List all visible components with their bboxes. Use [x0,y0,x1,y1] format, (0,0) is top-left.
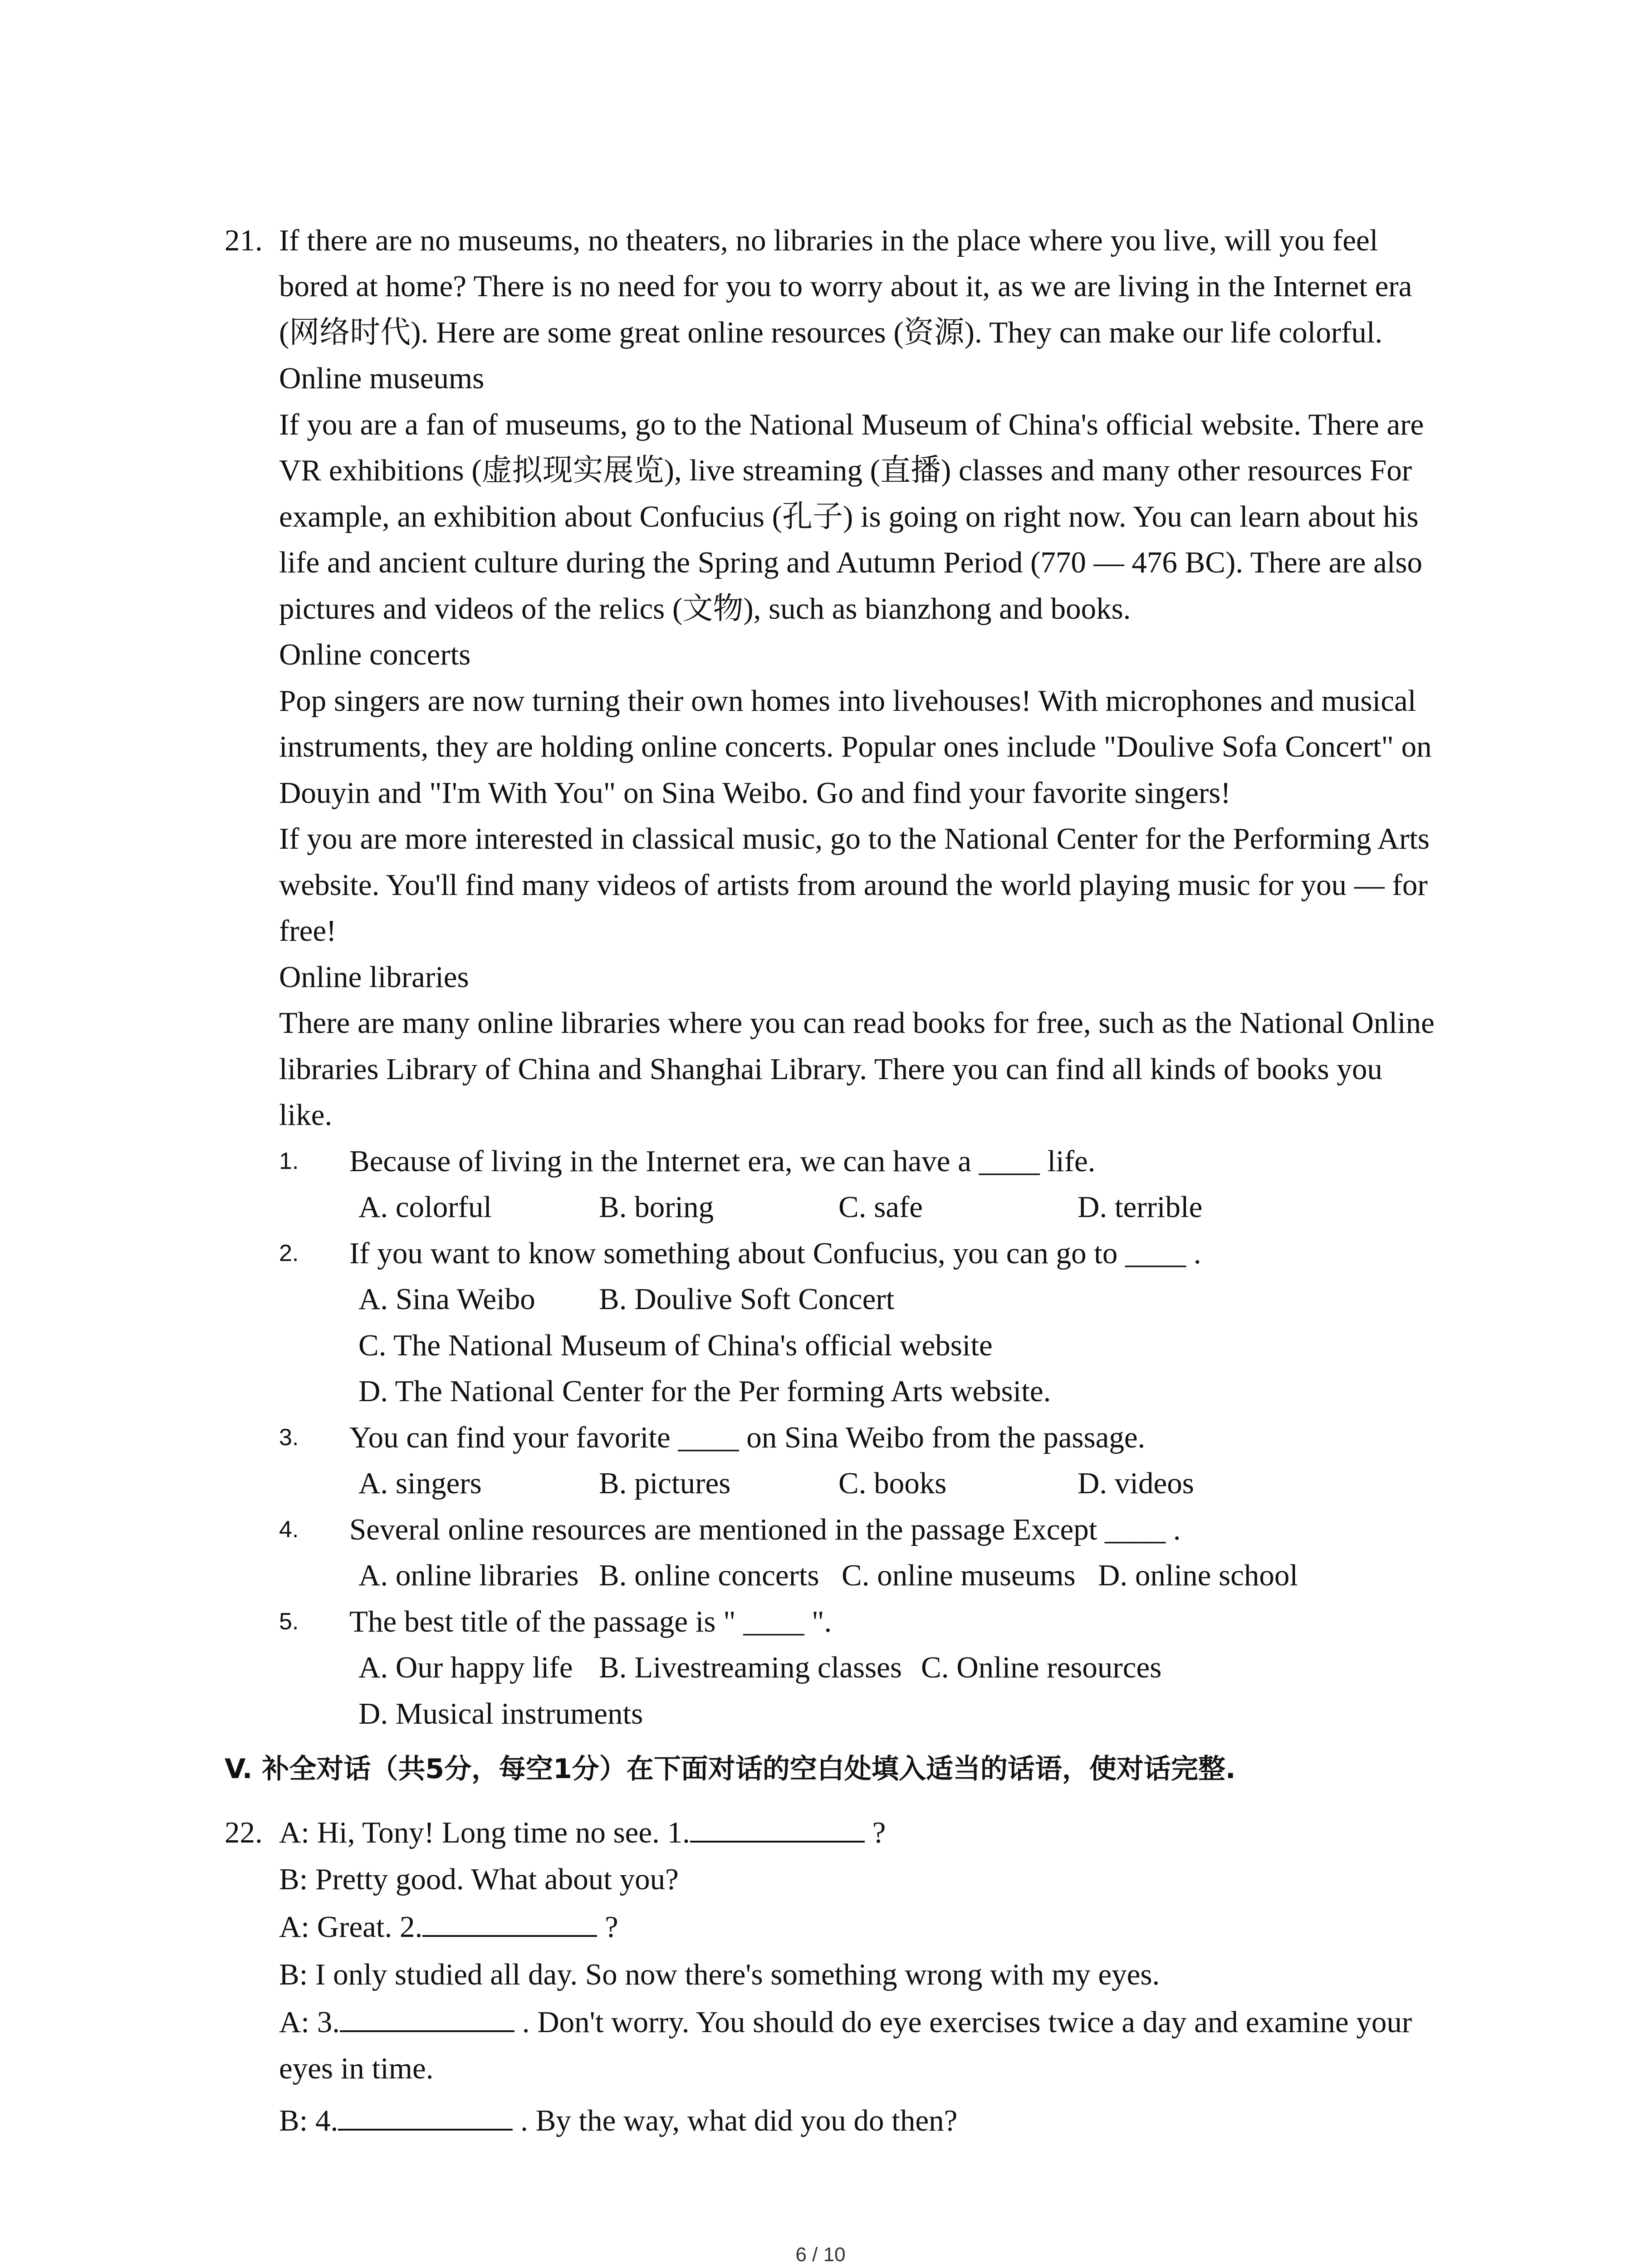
dialogue-line [279,1810,886,1856]
option-b[interactable]: B. online concerts [599,1559,819,1592]
dialogue-line [279,1999,1412,2046]
passage-line: Pop singers are now turning their own homes into livehouses! With microphones and musical [279,684,1416,718]
option-c[interactable]: C. safe [838,1190,923,1224]
option-a[interactable]: A. Sina Weibo [358,1282,535,1316]
option-d[interactable]: D. videos [1078,1466,1194,1500]
answer-blank-2[interactable] [422,1908,597,1937]
dialogue-text: A: Hi, Tony! Long time no see. 1. [279,1816,690,1849]
passage-line: If there are no museums, no theaters, no libraries in the place where you live, will you feel [279,224,1378,257]
sub-question-number: 1. [279,1148,299,1174]
option-d[interactable]: D. terrible [1078,1190,1203,1224]
dialogue-line [279,1904,618,1950]
page-number: 6 / 10 [795,2244,846,2266]
passage-line: There are many online libraries where you can read books for free, such as the National Online [279,1006,1435,1040]
passage-line: free! [279,914,337,948]
sub-question-text: Several online resources are mentioned in the passage Except ____ . [349,1513,1181,1546]
dialogue-text: A: Great. 2. [279,1910,423,1944]
option-d[interactable]: D. online school [1098,1559,1298,1592]
dialogue-text: . Don't worry. You should do eye exercises twice a day and examine your [514,2005,1412,2039]
option-a[interactable]: A. singers [358,1466,482,1500]
option-c[interactable]: C. books [838,1466,947,1500]
section-heading: V. 补全对话（共5分，每空1分）在下面对话的空白处填入适当的话语，使对话完整. [225,1753,1236,1785]
passage-line: bored at home? There is no need for you to worry about it, as we are living in the Internet era [279,269,1412,303]
sub-question-number: 5. [279,1608,299,1635]
sub-question-number: 4. [279,1516,299,1543]
dialogue-text: B: I only studied all day. So now there's something wrong with my eyes. [279,1958,1160,1991]
sub-question-number: 2. [279,1240,299,1266]
sub-question-number: 3. [279,1424,299,1451]
passage-line: If you are a fan of museums, go to the National Museum of China's official website. There are [279,408,1424,441]
option-a[interactable]: A. Our happy life [358,1651,573,1684]
passage-line: libraries Library of China and Shanghai Library. There you can find all kinds of books you [279,1052,1382,1086]
option-d[interactable]: D. Musical instruments [358,1697,643,1730]
dialogue-text: B: Pretty good. What about you? [279,1862,679,1896]
dialogue-line [279,1857,679,1903]
option-a[interactable]: A. online libraries [358,1559,579,1592]
passage-line: instruments, they are holding online concerts. Popular ones include "Doulive Sofa Concert" on [279,730,1432,763]
dialogue-text: eyes in time. [279,2052,434,2085]
subheading: Online concerts [279,638,471,671]
passage-line: VR exhibitions (虚拟现实展览), live streaming (直播) classes and many other resources For [279,454,1412,487]
dialogue-text: ? [597,1910,618,1944]
question-number: 21. [225,224,263,257]
option-d[interactable]: D. The National Center for the Per forming Arts website. [358,1374,1051,1408]
dialogue-line [279,2046,434,2092]
option-c[interactable]: C. online museums [842,1559,1076,1592]
dialogue-line [279,1952,1160,1998]
option-b[interactable]: B. pictures [599,1466,731,1500]
option-a[interactable]: A. colorful [358,1190,492,1224]
option-b[interactable]: B. boring [599,1190,714,1224]
dialogue-line [279,2098,957,2144]
passage-line: (网络时代). Here are some great online resources (资源). They can make our life colorful. [279,316,1383,349]
passage-line: pictures and videos of the relics (文物), such as bianzhong and books. [279,592,1131,626]
passage-line: like. [279,1098,333,1132]
subheading: Online museums [279,362,485,395]
answer-blank-4[interactable] [338,2102,513,2131]
option-c[interactable]: C. Online resources [921,1651,1162,1684]
answer-blank-3[interactable] [340,2003,514,2032]
sub-question-text: If you want to know something about Confucius, you can go to ____ . [349,1237,1201,1270]
dialogue-text: B: 4. [279,2104,338,2137]
passage-line: If you are more interested in classical music, go to the National Center for the Performing Arts [279,822,1430,855]
passage-line: website. You'll find many videos of artists from around the world playing music for you — for [279,868,1428,902]
subheading: Online libraries [279,960,469,994]
sub-question-text: You can find your favorite ____ on Sina Weibo from the passage. [349,1421,1146,1454]
sub-question-text: Because of living in the Internet era, we can have a ____ life. [349,1144,1096,1178]
dialogue-text: . By the way, what did you do then? [513,2104,958,2137]
sub-question-text: The best title of the passage is " ____ ". [349,1605,832,1638]
dialogue-text: ? [864,1816,886,1849]
answer-blank-1[interactable] [690,1813,865,1843]
passage-line: Douyin and "I'm With You" on Sina Weibo. Go and find your favorite singers! [279,776,1231,810]
dialogue-text: A: 3. [279,2005,340,2039]
option-b[interactable]: B. Doulive Soft Concert [599,1282,895,1316]
question-number: 22. [225,1816,263,1849]
passage-line: life and ancient culture during the Spring and Autumn Period (770 — 476 BC). There are also [279,546,1422,579]
option-b[interactable]: B. Livestreaming classes [599,1651,902,1684]
option-c[interactable]: C. The National Museum of China's official website [358,1329,993,1362]
passage-line: example, an exhibition about Confucius (孔子) is going on right now. You can learn about his [279,500,1419,533]
